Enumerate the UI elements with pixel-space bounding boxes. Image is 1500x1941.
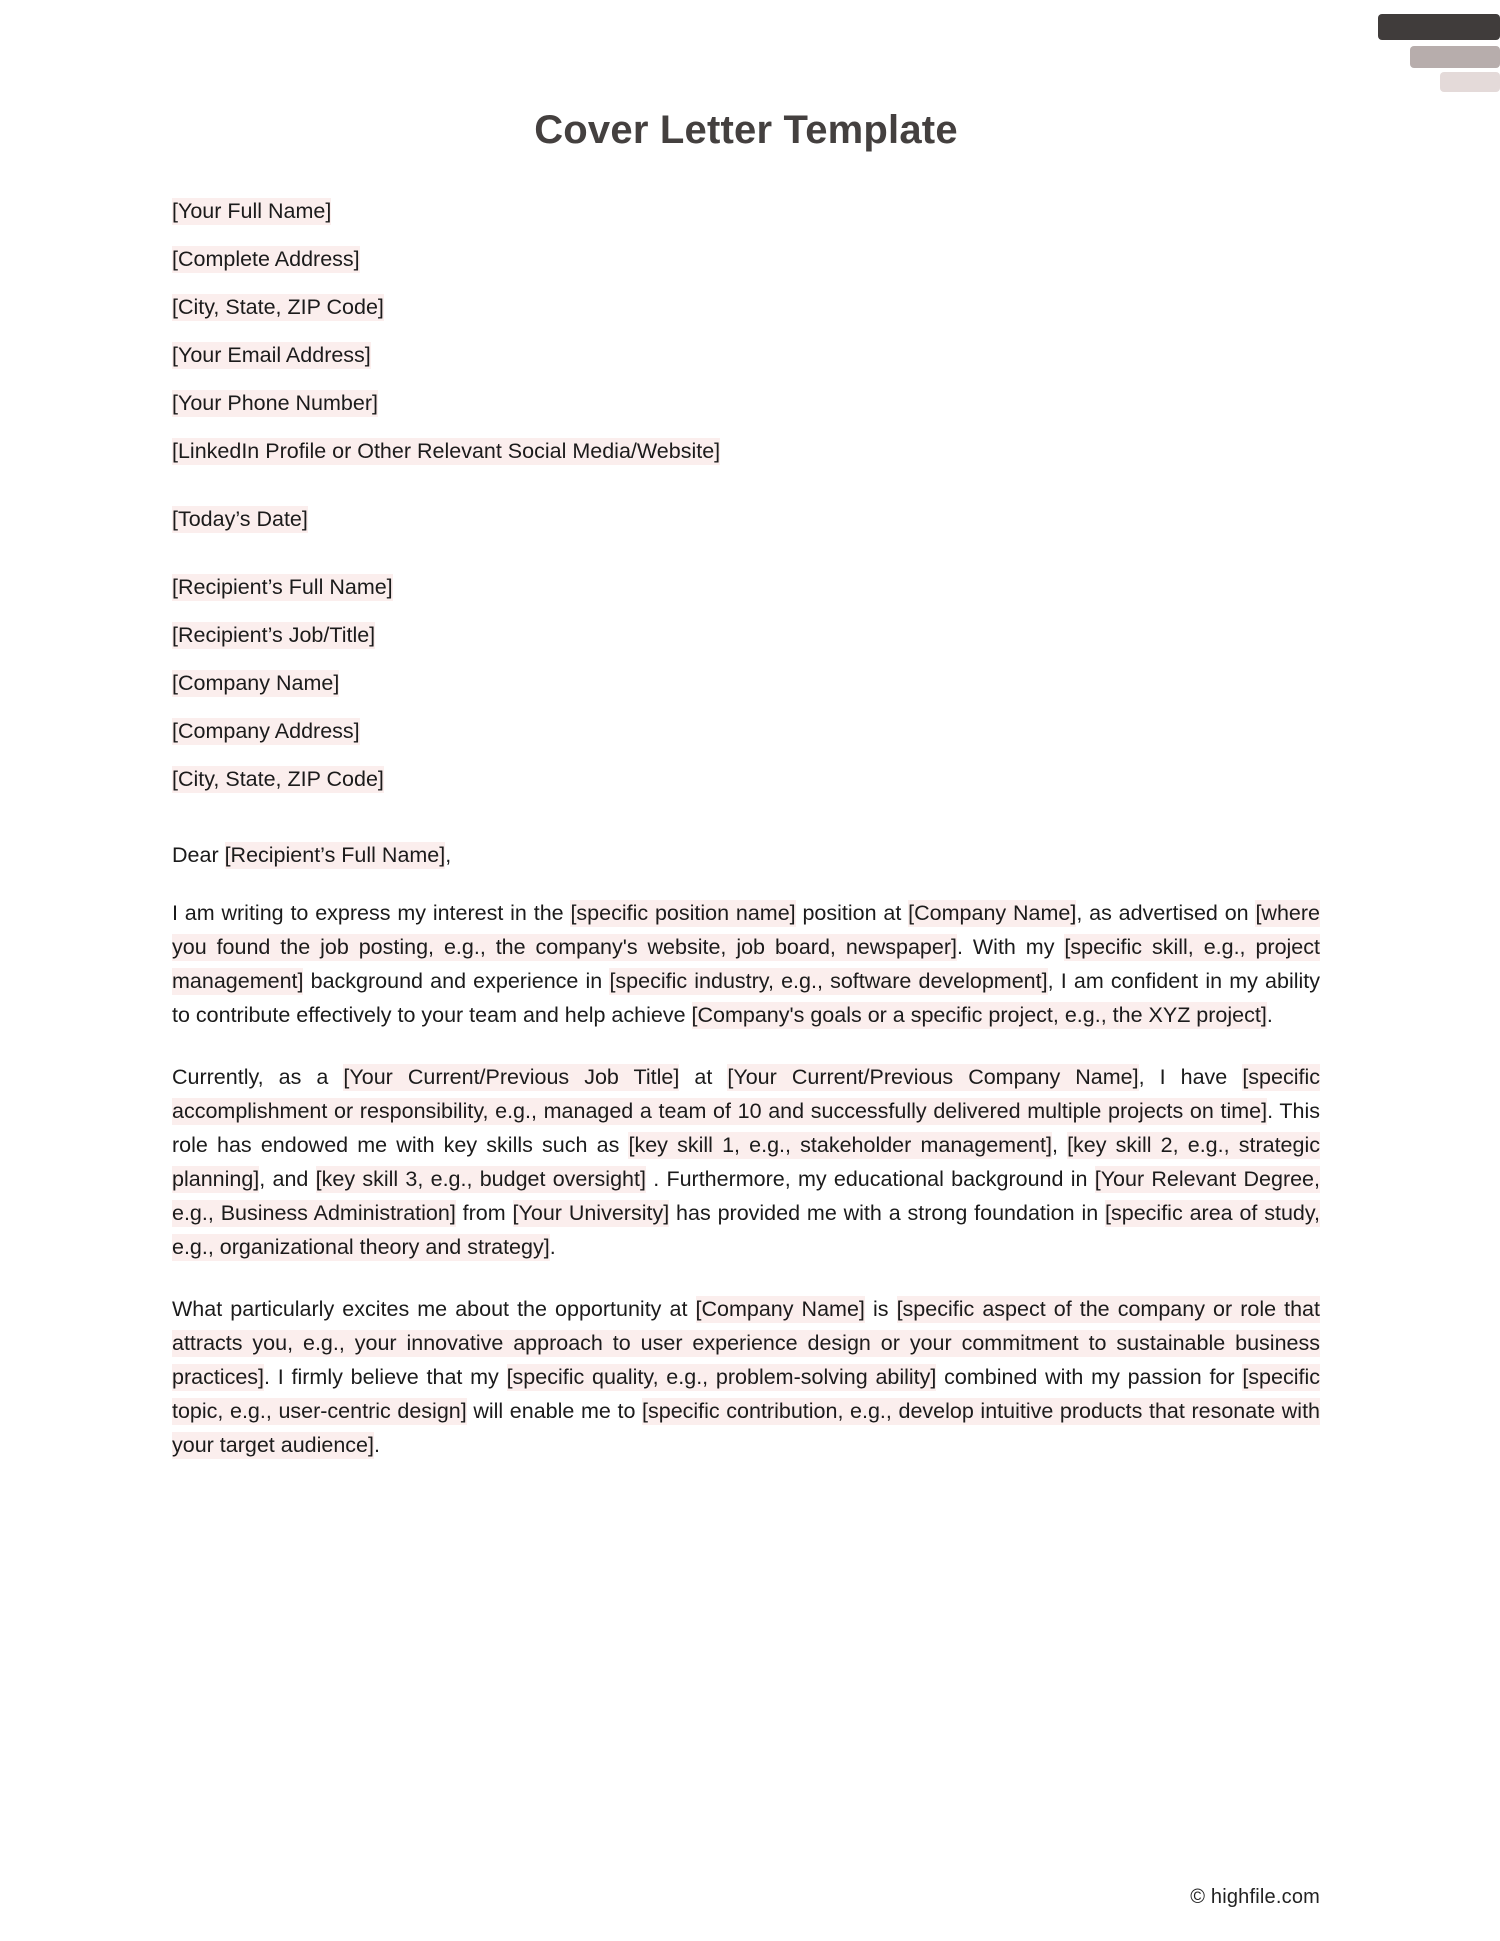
placeholder-recipient-full-name: [Recipient’s Full Name] [172, 575, 393, 600]
placeholder-city-state-zip: [City, State, ZIP Code] [172, 295, 384, 320]
sender-line-city-state-zip [172, 294, 1320, 322]
recipient-salutation-spacer [172, 814, 1320, 840]
placeholder-todays-date: [Today’s Date] [172, 507, 308, 532]
recipient-address-block [172, 574, 1320, 794]
p1-text-5: background and experience in [303, 969, 610, 994]
page-title: Cover Letter Template [534, 108, 958, 152]
placeholder-your-university: [Your University] [512, 1201, 670, 1226]
recipient-line-city-state-zip [172, 766, 1320, 794]
placeholder-salutation-recipient: [Recipient’s Full Name] [224, 843, 446, 868]
placeholder-accomplishment: [specific accomplishment or responsibility, e.g., managed a team of 10 and successfully delivered multiple projects on time] [172, 1065, 1320, 1124]
placeholder-specific-contribution: [specific contribution, e.g., develop intuitive products that resonate with your target audience] [172, 1398, 1320, 1457]
p2-text-7: . Furthermore, my educational background in [645, 1167, 1095, 1192]
title-spacer [172, 154, 1320, 198]
salutation-suffix: , [445, 843, 452, 868]
placeholder-specific-industry: [specific industry, e.g., software development] [609, 969, 1048, 994]
body-paragraph-1 [172, 897, 1320, 1033]
dark-accent-bar [1378, 14, 1500, 40]
placeholder-your-email: [Your Email Address] [172, 343, 371, 368]
sender-line-phone [172, 390, 1320, 418]
placeholder-specific-quality: [specific quality, e.g., problem-solving ability] [506, 1364, 937, 1389]
date-line [172, 506, 1320, 534]
placeholder-key-skill-1: [key skill 1, e.g., stakeholder management] [628, 1133, 1052, 1158]
p3-text-6: . [374, 1432, 380, 1457]
p2-text-10: . [549, 1235, 556, 1259]
salutation [172, 840, 1320, 870]
salutation-prefix: Dear [172, 843, 225, 868]
p1-text-3: , as advertised on [1076, 901, 1256, 926]
sender-line-email [172, 342, 1320, 370]
body-paragraph-2 [172, 1061, 1320, 1265]
placeholder-key-skill-3: [key skill 3, e.g., budget oversight] [315, 1167, 646, 1192]
p1-text-2: position at [795, 901, 909, 926]
placeholder-key-skill-2: [key skill 2, e.g., strategic planning] [172, 1133, 1320, 1192]
date-recipient-spacer [172, 554, 1320, 574]
p2-text-2: at [679, 1065, 728, 1090]
placeholder-current-job-title: [Your Current/Previous Job Title] [343, 1065, 680, 1090]
placeholder-recipient-job-title: [Recipient’s Job/Title] [172, 623, 376, 648]
placeholder-company-aspect: [specific aspect of the company or role that attracts you, e.g., your innovative approach to user experience design or your commitment to sustainable business practices] [172, 1296, 1320, 1389]
placeholder-area-of-study: [specific area of study, e.g., organizational theory and strategy] [172, 1201, 1321, 1259]
recipient-line-company-name [172, 670, 1320, 698]
p3-text-5: will enable me to [466, 1398, 643, 1423]
p1-text-6: , I am confident in my ability to contribute effectively to your team and help achieve [172, 969, 1321, 1028]
p1-text-1: I am writing to express my interest in the [172, 901, 571, 926]
p2-text-3: , I have [1138, 1065, 1243, 1090]
medium-accent-bar [1410, 46, 1500, 68]
p2-text-5: , [1051, 1133, 1068, 1158]
placeholder-relevant-degree: [Your Relevant Degree, e.g., Business Administration] [172, 1167, 1320, 1226]
p3-text-2: is [864, 1296, 897, 1321]
document-body [172, 0, 1320, 1491]
sender-date-spacer [172, 486, 1320, 506]
p3-text-4: combined with my passion for [936, 1364, 1243, 1389]
sender-line-address [172, 246, 1320, 274]
recipient-line-full-name [172, 574, 1320, 602]
recipient-line-job-title [172, 622, 1320, 650]
date-block [172, 506, 1320, 534]
p1-text-4: . With my [956, 935, 1065, 960]
p1-text-7: . [1266, 1003, 1273, 1028]
p3-text-1: What particularly excites me about the opportunity at [172, 1296, 696, 1321]
placeholder-company-name-p1: [Company Name] [908, 901, 1077, 926]
p2-text-8: from [455, 1201, 513, 1226]
placeholder-current-company-name: [Your Current/Previous Company Name] [727, 1065, 1139, 1090]
placeholder-specific-topic: [specific topic, e.g., user-centric design] [172, 1364, 1320, 1423]
p2-text-1: Currently, as a [172, 1065, 344, 1090]
placeholder-company-address: [Company Address] [172, 719, 360, 744]
placeholder-specific-position-name: [specific position name] [570, 901, 796, 926]
footer-copyright: © highfile.com [1190, 1886, 1320, 1908]
placeholder-your-full-name: [Your Full Name] [172, 199, 332, 223]
placeholder-company-goals: [Company's goals or a specific project, e.g., the XYZ project] [691, 1003, 1267, 1028]
placeholder-linkedin-profile: [LinkedIn Profile or Other Relevant Social Media/Website] [172, 439, 721, 464]
body-paragraph-3 [172, 1293, 1320, 1463]
p2-text-4: . This role has endowed me with key skills such as [172, 1099, 1320, 1158]
placeholder-company-name: [Company Name] [172, 671, 340, 696]
sender-line-full-name [172, 198, 1320, 226]
sender-address-block [172, 198, 1320, 466]
placeholder-company-city-state-zip: [City, State, ZIP Code] [172, 767, 384, 792]
placeholder-complete-address: [Complete Address] [172, 247, 360, 272]
recipient-line-company-address [172, 718, 1320, 746]
p3-text-3: . I firmly believe that my [264, 1364, 507, 1389]
sender-line-linkedin [172, 438, 1320, 466]
placeholder-specific-skill: [specific skill, e.g., project management] [172, 935, 1320, 994]
p2-text-6: , and [259, 1167, 316, 1192]
placeholder-your-phone: [Your Phone Number] [172, 391, 378, 416]
placeholder-company-name-p3: [Company Name] [695, 1296, 865, 1321]
placeholder-job-posting-source: [where you found the job posting, e.g., the company's website, job board, newspaper] [172, 901, 1320, 960]
light-accent-bar [1440, 72, 1500, 92]
p2-text-9: has provided me with a strong foundation in [669, 1201, 1106, 1226]
corner-decoration [1340, 0, 1500, 90]
